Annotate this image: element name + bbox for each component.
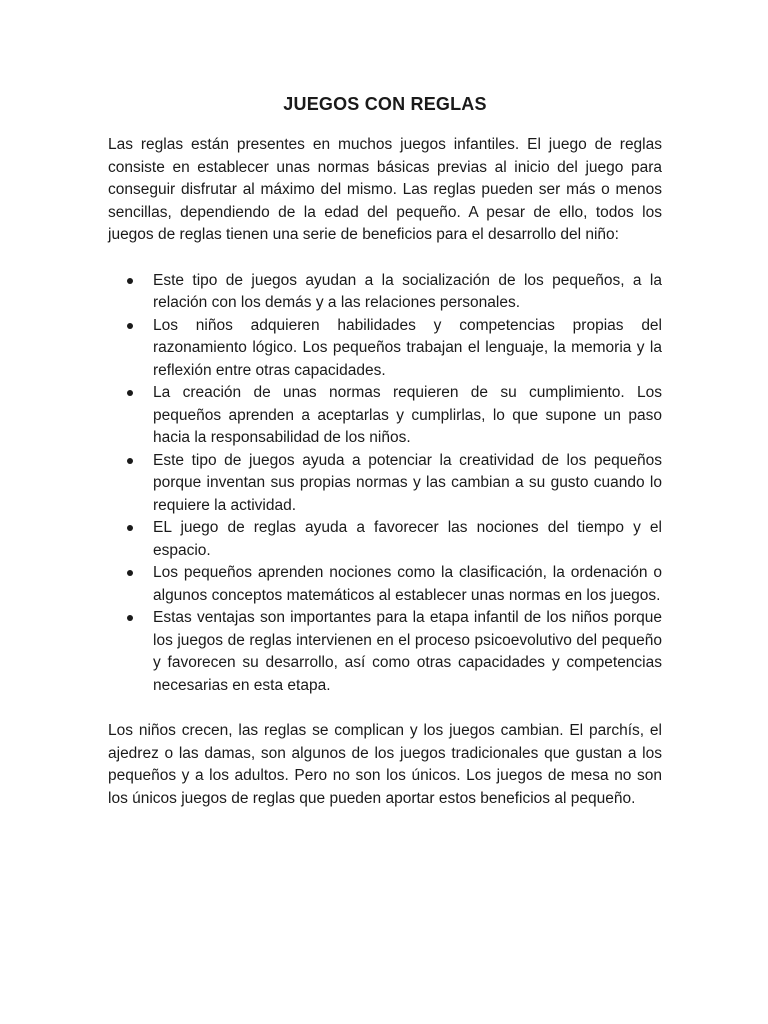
list-item (153, 270, 662, 315)
document-title: JUEGOS CON REGLAS (283, 94, 487, 114)
intro-paragraph: Las reglas están presentes en muchos juegos infantiles. El juego de reglas consiste en establecer unas normas básicas previas al inicio del juego para conseguir disfrutar al máximo del mismo. Las reglas pueden ser más o menos sencillas, dependiendo de la edad del pequeño. A pesar de ello, todos los juegos de reglas tienen una serie de beneficios para el desarrollo del niño: (108, 136, 662, 243)
list-item-text: La creación de unas normas requieren de su cumplimiento. Los pequeños aprenden a aceptarlas y cumplirlas, lo que supone un paso hacia la responsabilidad de los niños. (153, 384, 662, 446)
list-item-text: Los pequeños aprenden nociones como la clasificación, la ordenación o algunos conceptos matemáticos al establecer unas normas en los juegos. (153, 564, 662, 604)
list-item (153, 450, 662, 518)
bullet-icon (127, 278, 133, 284)
list-item (153, 562, 662, 607)
list-item (153, 315, 662, 383)
list-item (153, 607, 662, 697)
list-item-text: Este tipo de juegos ayudan a la socialización de los pequeños, a la relación con los demás y a las relaciones personales. (153, 271, 662, 311)
list-item-text: Estas ventajas son importantes para la etapa infantil de los niños porque los juegos de reglas intervienen en el proceso psicoevolutivo del pequeño y favorecen su desarrollo, así como otras capacidades y competencias necesarias en esta etapa. (153, 609, 662, 694)
bullet-icon (127, 323, 133, 329)
bullet-icon (127, 525, 133, 531)
list-item (153, 382, 662, 450)
list-item-text: Los niños adquieren habilidades y competencias propias del razonamiento lógico. Los pequeños trabajan el lenguaje, la memoria y la reflexión entre otras capacidades. (153, 316, 662, 379)
bullet-icon (127, 390, 133, 396)
list-item-text: Este tipo de juegos ayuda a potenciar la creatividad de los pequeños porque inventan sus propias normas y las cambian a su gusto cuando lo requiere la actividad. (153, 451, 662, 514)
list-item (153, 517, 662, 562)
closing-paragraph: Los niños crecen, las reglas se complican y los juegos cambian. El parchís, el ajedrez o las damas, son algunos de los juegos tradicionales que gustan a los pequeños y a los adultos. Pero no son los únicos. Los juegos de mesa no son los únicos juegos de reglas que pueden aportar estos beneficios al pequeño. (108, 722, 662, 807)
bullet-icon (127, 615, 133, 621)
benefits-list (108, 270, 662, 698)
bullet-icon (127, 570, 133, 576)
list-item-text: EL juego de reglas ayuda a favorecer las nociones del tiempo y el espacio. (153, 519, 662, 559)
bullet-icon (127, 458, 133, 464)
